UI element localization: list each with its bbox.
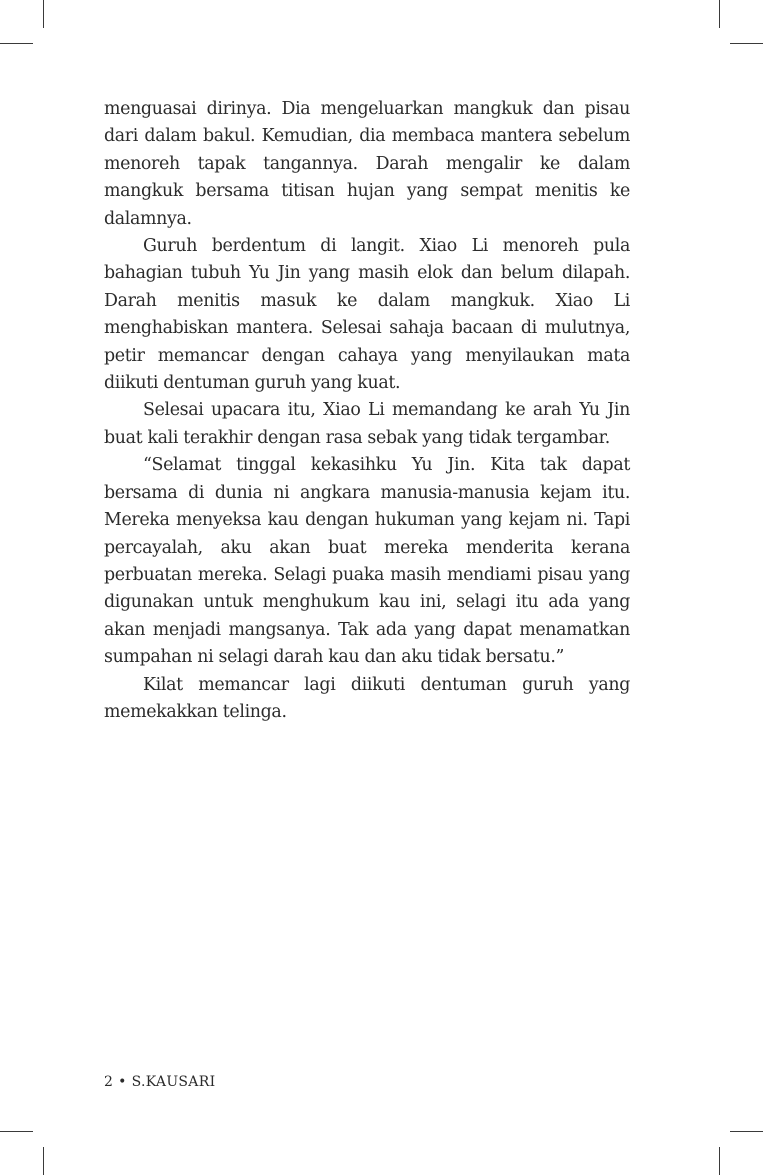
- paragraph-5: Kilat memancar lagi diikuti dentuman guruh yang memekakkan telinga.: [104, 674, 630, 722]
- crop-mark-top-right-horizontal: [730, 43, 763, 44]
- body-text: [104, 96, 630, 726]
- crop-mark-top-left-horizontal: [0, 43, 33, 44]
- crop-mark-top-right-vertical: [719, 0, 720, 28]
- crop-mark-top-left-vertical: [43, 0, 44, 28]
- paragraph-3: Selesai upacara itu, Xiao Li memandang ke arah Yu Jin buat kali terakhir dengan rasa sebak yang tidak tergambar.: [104, 400, 630, 448]
- page-number: 2: [104, 1074, 114, 1090]
- crop-mark-bottom-right-vertical: [719, 1147, 720, 1175]
- paragraph-4: “Selamat tinggal kekasihku Yu Jin. Kita tak dapat bersama di dunia ni angkara manusia-manusia kejam itu. Mereka menyeksa kau dengan hukuman yang kejam ni. Tapi percayalah, aku akan buat mereka menderita kerana perbuatan mereka. Selagi puaka masih mendiami pisau yang digunakan untuk menghukum kau ini, selagi itu ada yang akan menjadi mangsanya. Tak ada yang dapat menamatkan sumpahan ni selagi darah kau dan aku tidak bersatu.”: [104, 455, 630, 668]
- page-footer: [104, 1074, 215, 1090]
- crop-mark-bottom-left-vertical: [43, 1147, 44, 1175]
- crop-mark-bottom-right-horizontal: [730, 1131, 763, 1132]
- paragraph-2: Guruh berdentum di langit. Xiao Li menoreh pula bahagian tubuh Yu Jin yang masih elok dan belum dilapah. Darah menitis masuk ke dalam mangkuk. Xiao Li menghabiskan mantera. Selesai sahaja bacaan di mulutnya, petir memancar dengan cahaya yang menyilaukan mata diikuti dentuman guruh yang kuat.: [104, 236, 630, 394]
- paragraph-1: menguasai dirinya. Dia mengeluarkan mangkuk dan pisau dari dalam bakul. Kemudian, dia membaca mantera sebelum menoreh tapak tangannya. Darah mengalir ke dalam mangkuk bersama titisan hujan yang sempat menitis ke dalamnya.: [104, 99, 630, 229]
- footer-separator: •: [118, 1074, 127, 1090]
- crop-mark-bottom-left-horizontal: [0, 1131, 33, 1132]
- author-name: S.KAUSARI: [131, 1074, 216, 1090]
